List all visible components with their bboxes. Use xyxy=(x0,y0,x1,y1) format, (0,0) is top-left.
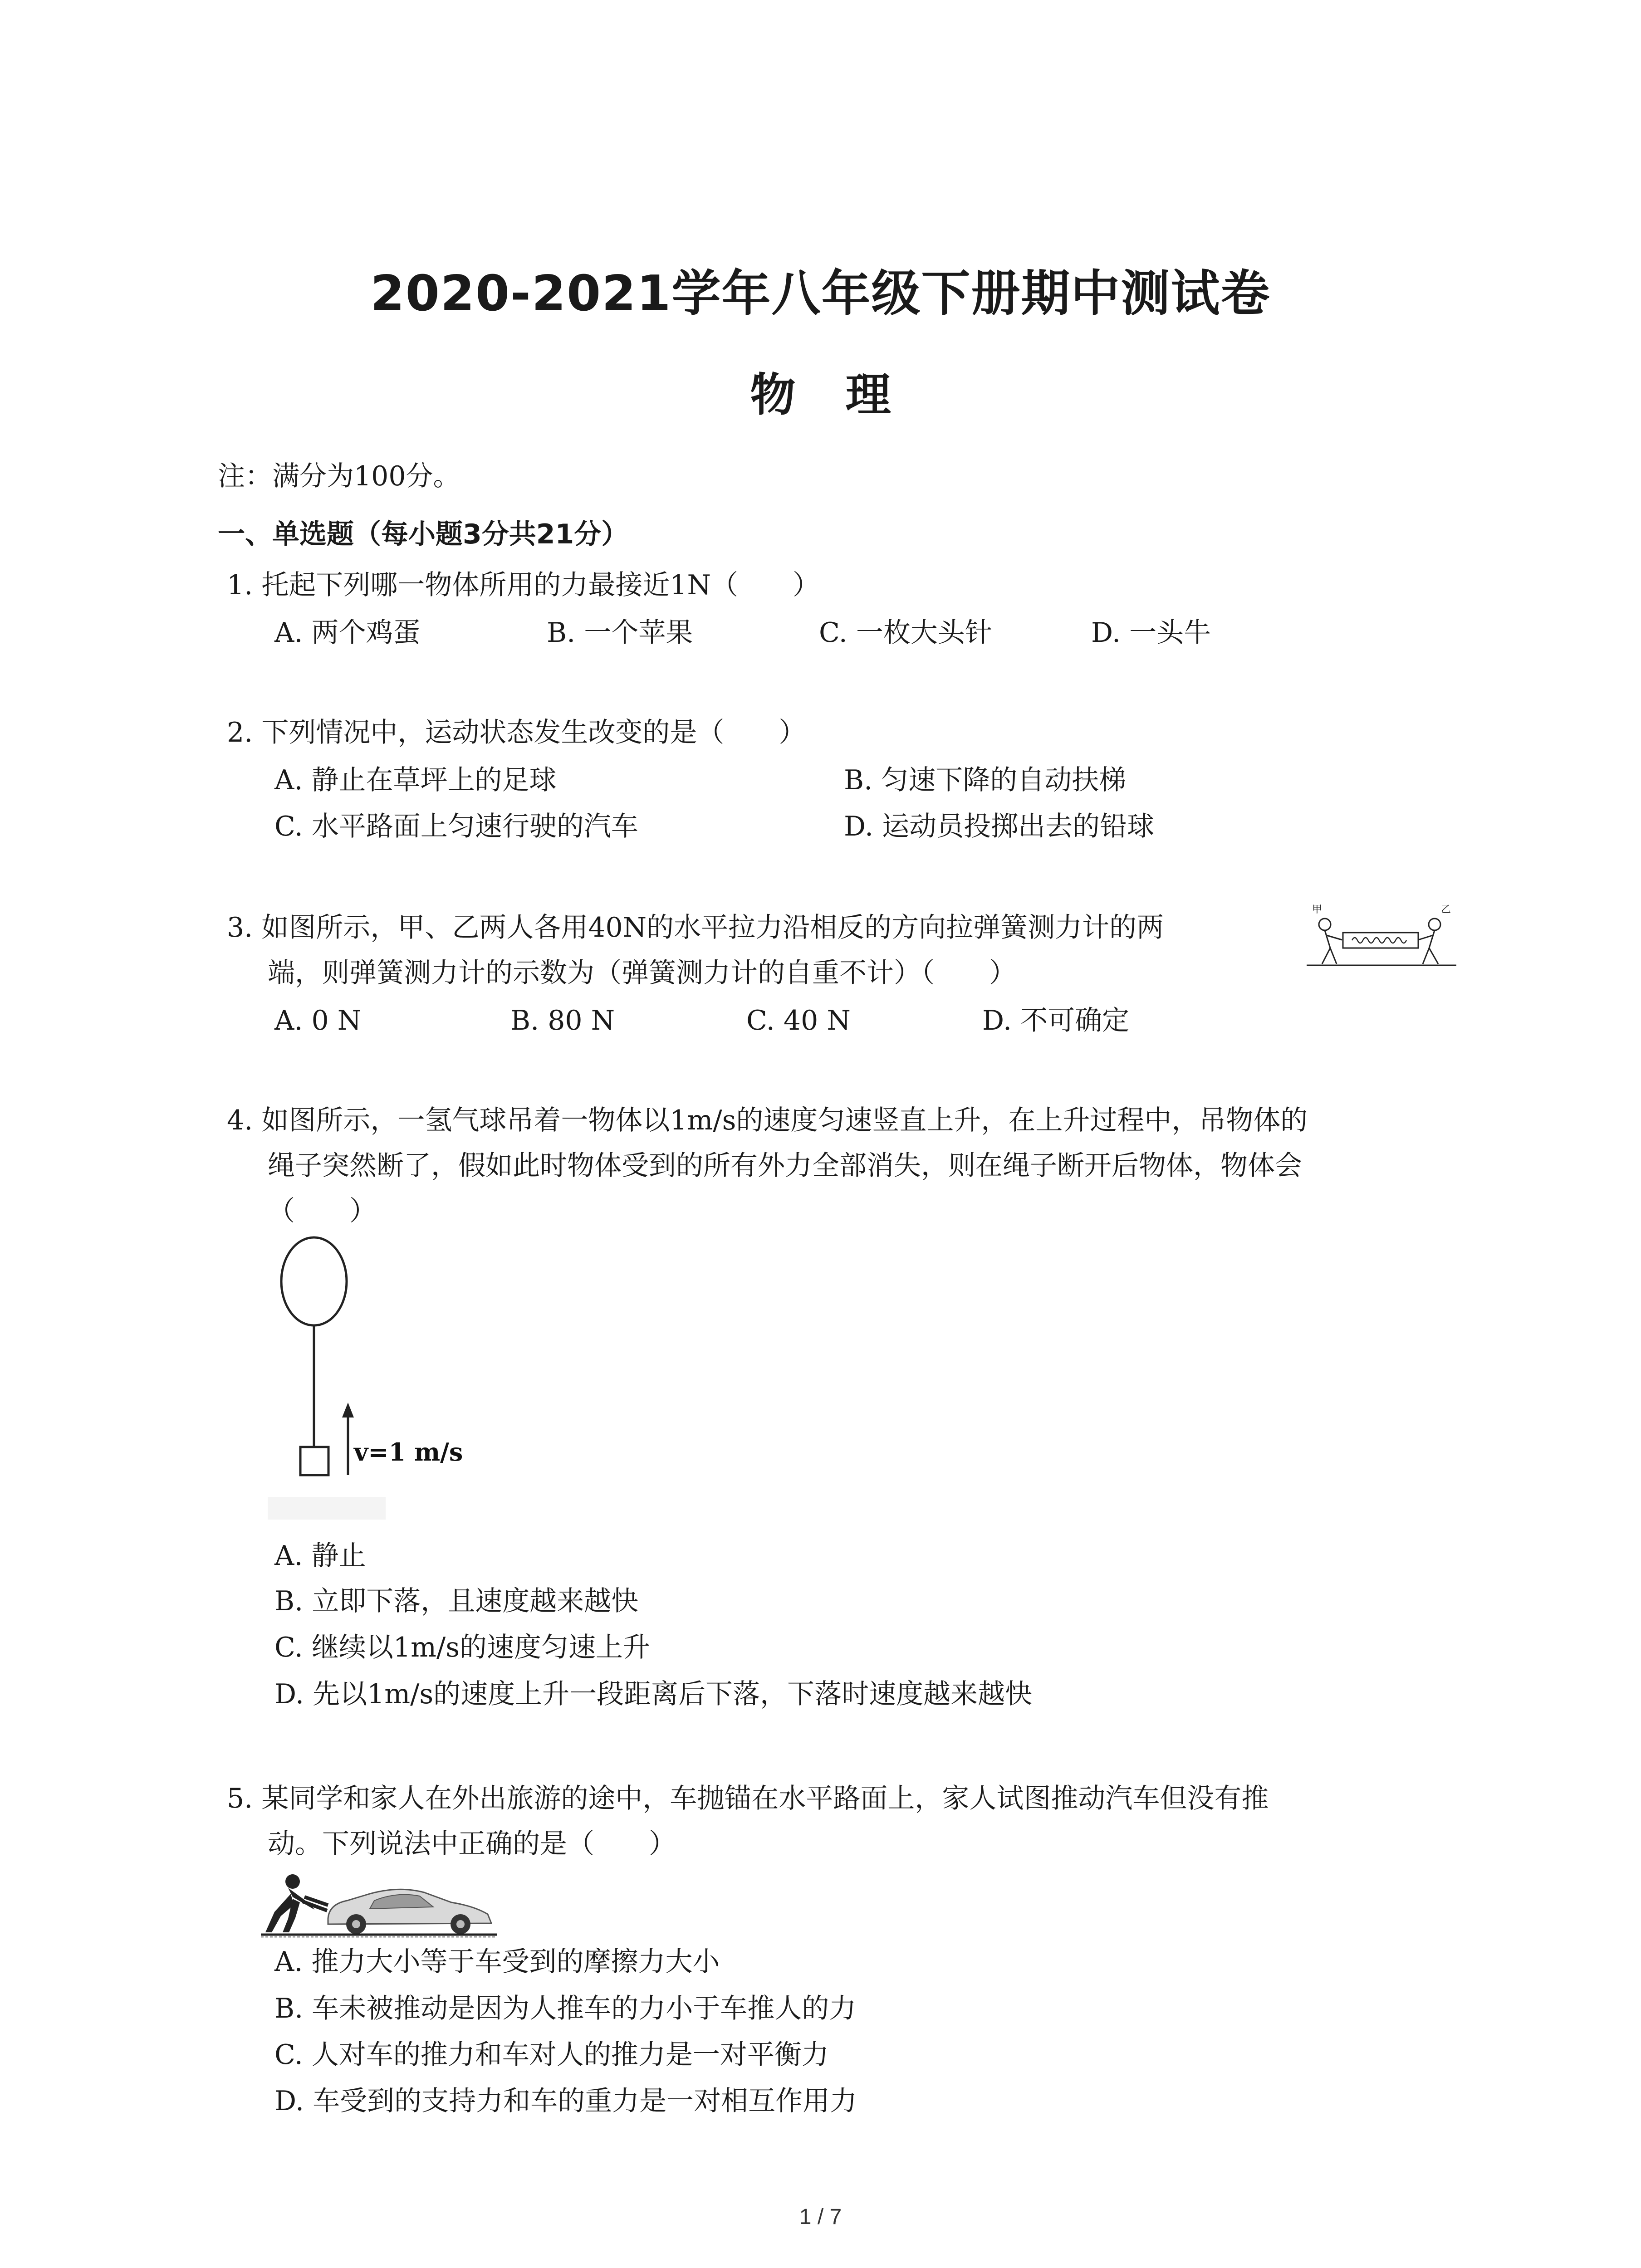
page-title: 2020-2021学年八年级下册期中测试卷 xyxy=(370,265,1271,322)
question-1-option-d: D. 一头牛 xyxy=(1091,617,1211,649)
question-3-option-d: D. 不可确定 xyxy=(982,1005,1130,1036)
question-1-stem: 1. 托起下列哪一物体所用的力最接近1N（ ） xyxy=(227,569,820,601)
question-4-stem-line-3: （ ） xyxy=(268,1195,377,1227)
question-2-option-b: B. 匀速下降的自动扶梯 xyxy=(844,764,1127,796)
question-5-option-d: D. 车受到的支持力和车的重力是一对相互作用力 xyxy=(274,2085,857,2117)
question-5-option-c: C. 人对车的推力和车对人的推力是一对平衡力 xyxy=(274,2039,829,2071)
question-4-option-b: B. 立即下落，且速度越来越快 xyxy=(274,1585,639,1617)
question-1-option-b: B. 一个苹果 xyxy=(547,617,693,649)
question-4-option-c: C. 继续以1m/s的速度匀速上升 xyxy=(274,1632,650,1663)
question-5-stem-line-2: 动。下列说法中正确的是（ ） xyxy=(268,1828,676,1860)
balloon-figure xyxy=(263,1234,481,1533)
question-3-option-c: C. 40 N xyxy=(746,1005,851,1036)
question-2-option-a: A. 静止在草坪上的足球 xyxy=(274,764,557,796)
question-1-option-c: C. 一枚大头针 xyxy=(819,617,992,649)
question-4-option-a: A. 静止 xyxy=(274,1540,366,1572)
section-heading-single-choice: 一、单选题（每小题3分共21分） xyxy=(218,518,629,550)
question-3-stem-line-2: 端，则弹簧测力计的示数为（弹簧测力计的自重不计）（ ） xyxy=(268,957,1016,989)
question-2-option-c: C. 水平路面上匀速行驶的汽车 xyxy=(274,811,638,842)
label-jia: 甲 xyxy=(1312,904,1323,915)
question-4-stem-line-2: 绳子突然断了，假如此时物体受到的所有外力全部消失，则在绳子断开后物体，物体会 xyxy=(268,1150,1302,1182)
question-2-option-d: D. 运动员投掷出去的铅球 xyxy=(844,811,1155,842)
question-1-option-a: A. 两个鸡蛋 xyxy=(274,617,421,649)
question-2-stem: 2. 下列情况中，运动状态发生改变的是（ ） xyxy=(227,717,806,748)
question-3-option-a: A. 0 N xyxy=(274,1005,362,1036)
subject-title: 物理 xyxy=(750,368,941,421)
spring-scale-figure xyxy=(1307,903,1456,975)
question-3-option-b: B. 80 N xyxy=(510,1005,615,1036)
question-3-stem-line-1: 3. 如图所示，甲、乙两人各用40N的水平拉力沿相反的方向拉弹簧测力计的两 xyxy=(227,912,1164,943)
question-4-option-d: D. 先以1m/s的速度上升一段距离后下落，下落时速度越来越快 xyxy=(274,1678,1033,1710)
score-note: 注：满分为100分。 xyxy=(218,460,460,492)
question-5-option-b: B. 车未被推动是因为人推车的力小于车推人的力 xyxy=(274,1993,857,2024)
velocity-label: v=1 m/s xyxy=(354,1437,463,1466)
question-4-stem-line-1: 4. 如图所示，一氢气球吊着一物体以1m/s的速度匀速竖直上升，在上升过程中，吊物体的 xyxy=(227,1105,1308,1136)
question-5-stem-line-1: 5. 某同学和家人在外出旅游的途中，车抛锚在水平路面上，家人试图推动汽车但没有推 xyxy=(227,1783,1269,1814)
question-5-option-a: A. 推力大小等于车受到的摩擦力大小 xyxy=(274,1946,720,1978)
page-number: 1 / 7 xyxy=(799,2205,842,2229)
push-car-figure xyxy=(261,1869,497,1941)
label-yi: 乙 xyxy=(1441,904,1451,915)
